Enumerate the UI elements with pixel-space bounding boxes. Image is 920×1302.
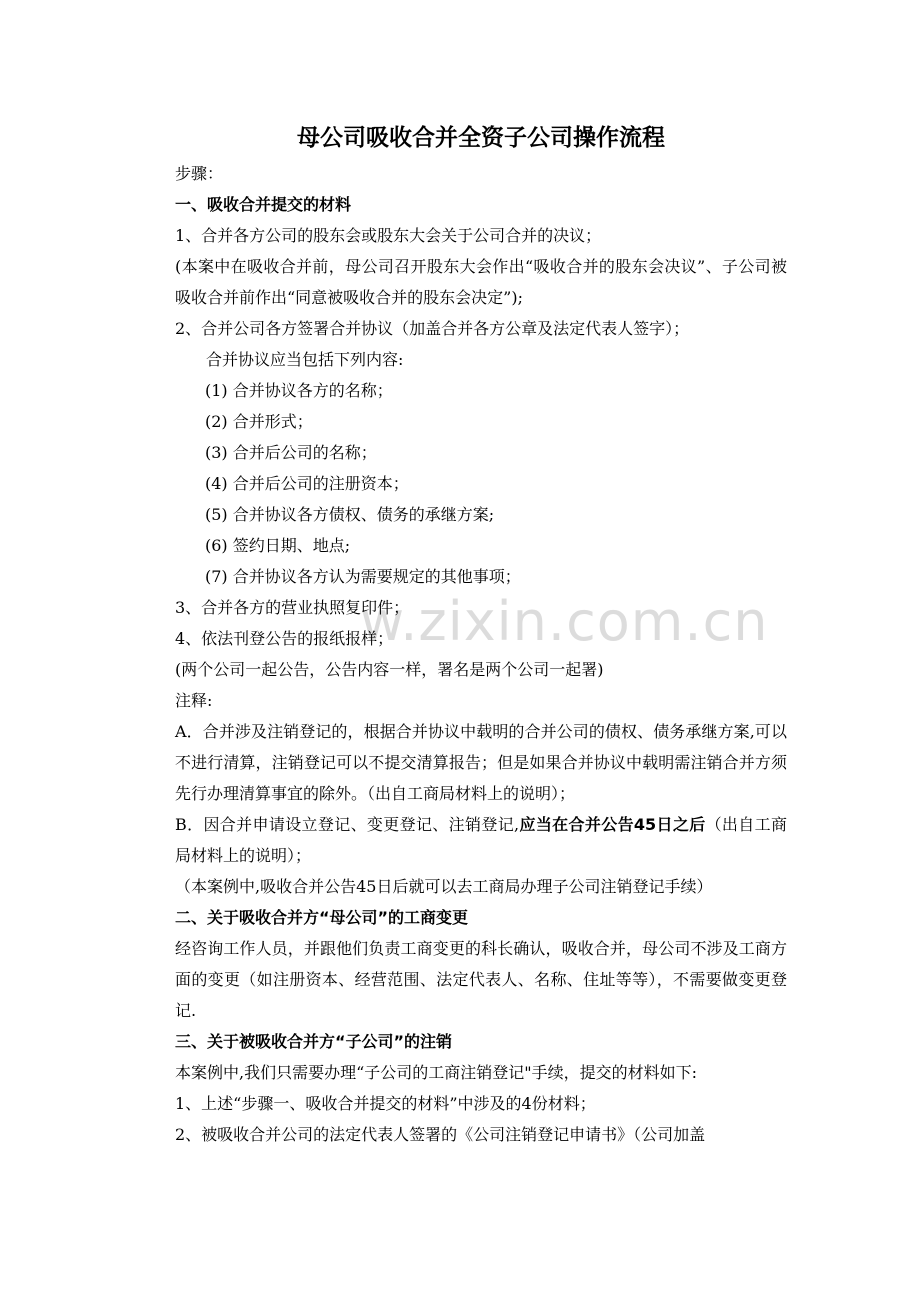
section3-item1: 1、上述“步骤一、吸收合并提交的材料”中涉及的4份材料； [175, 1094, 596, 1113]
note-case: （本案例中,吸收合并公告45日后就可以去工商局办理子公司注销登记手续） [175, 877, 713, 896]
steps-label: 步骤： [175, 164, 224, 183]
note-b-suffix: （出自工商局材料上的说明）； [175, 815, 787, 865]
note-b [175, 809, 787, 871]
section1-item2: 2、合并公司各方签署合并协议（加盖合并各方公章及法定代表人签字）； [175, 319, 690, 338]
section1-item1: 1、合并各方公司的股东会或股东大会关于公司合并的决议； [175, 226, 602, 245]
section1-item1-note: (本案中在吸收合并前，母公司召开股东大会作出“吸收合并的股东会决议”、子公司被吸收合并前作出“同意被吸收合并的股东会决定”); [175, 257, 787, 307]
agreement-item: (1) 合并协议各方的名称； [205, 381, 393, 400]
section1-item3: 3、合并各方的营业执照复印件； [175, 598, 410, 617]
agreement-item: (7) 合并协议各方认为需要规定的其他事项； [205, 567, 521, 586]
note-a: A．合并涉及注销登记的，根据合并协议中载明的合并公司的债权、债务承继方案,可以不进行清算，注销登记可以不提交清算报告；但是如果合并协议中载明需注销合并方须先行办理清算事宜的除外。（出自工商局材料上的说明）； [175, 722, 787, 803]
section3-item2: 2、被吸收合并公司的法定代表人签署的《公司注销登记申请书》（公司加盖 [175, 1125, 706, 1144]
agreement-item: (5) 合并协议各方债权、债务的承继方案; [205, 505, 495, 524]
watermark: w.zixin.com.cn [360, 590, 769, 653]
agreement-intro: 合并协议应当包括下列内容: [206, 350, 404, 369]
agreement-item: (3) 合并后公司的名称； [205, 443, 377, 462]
note-b-bold: 应当在合并公告45日之后 [519, 815, 706, 834]
section1-item4-note: (两个公司一起公告，公告内容一样，署名是两个公司一起署) [175, 660, 604, 679]
notes-label: 注释: [175, 691, 213, 710]
section1-heading: 一、吸收合并提交的材料 [175, 195, 352, 214]
section3-heading: 三、关于被吸收合并方“子公司”的注销 [175, 1032, 453, 1051]
agreement-item: (4) 合并后公司的注册资本； [205, 474, 409, 493]
note-b-prefix: B．因合并申请设立登记、变更登记、注销登记, [175, 815, 520, 834]
document-page [175, 118, 787, 1150]
agreement-item: (2) 合并形式； [205, 412, 313, 431]
section3-intro: 本案例中,我们只需要办理“子公司的工商注销登记"手续，提交的材料如下: [175, 1063, 698, 1082]
section2-heading: 二、关于吸收合并方“母公司”的工商变更 [175, 908, 469, 927]
section1-item4: 4、依法刊登公告的报纸报样； [175, 629, 394, 648]
page-title: 母公司吸收合并全资子公司操作流程 [297, 125, 665, 151]
section2-body: 经咨询工作人员，并跟他们负责工商变更的科长确认，吸收合并，母公司不涉及工商方面的变更（如注册资本、经营范围、法定代表人、名称、住址等等），不需要做变更登记. [175, 939, 787, 1020]
agreement-item: (6) 签约日期、地点; [205, 536, 351, 555]
